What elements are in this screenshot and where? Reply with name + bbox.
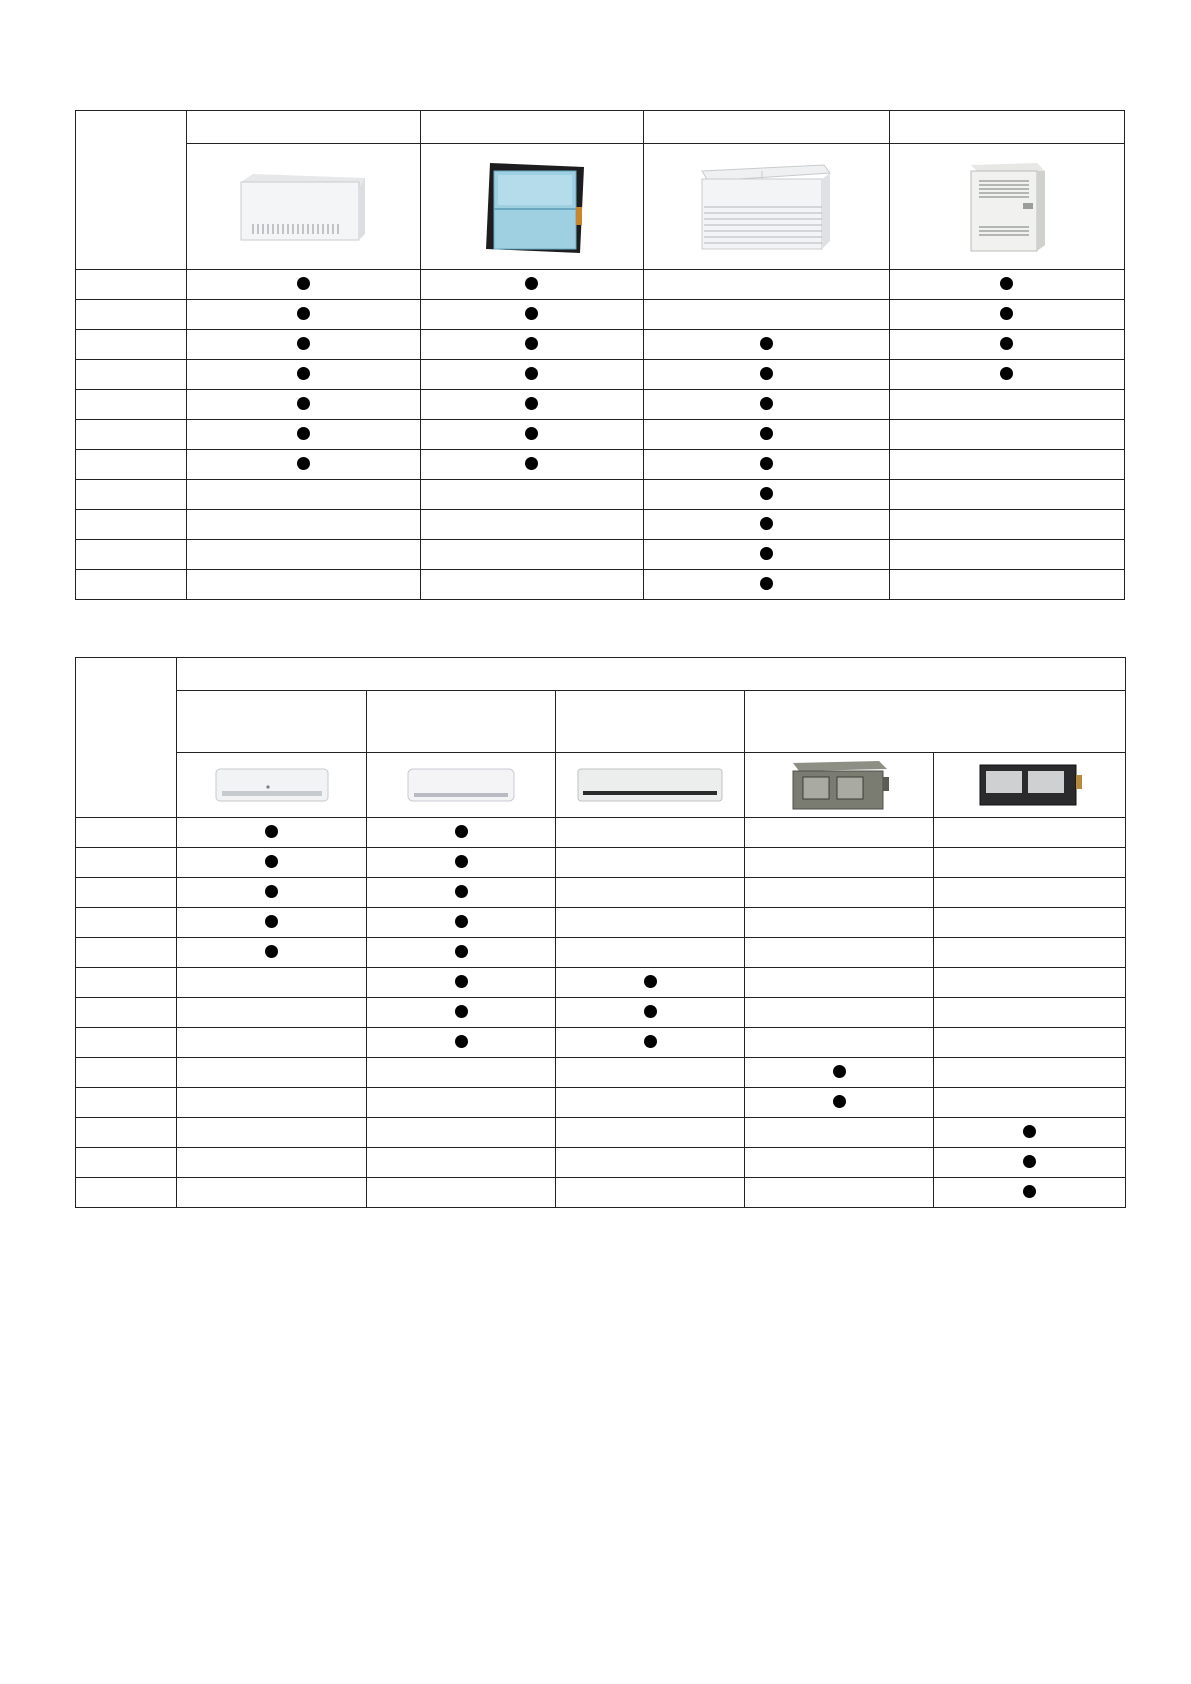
table-row — [76, 1028, 1126, 1058]
table-2-image-row — [76, 753, 1126, 818]
table-row — [76, 998, 1126, 1028]
table-2-product-name-cell — [556, 691, 745, 753]
marker-dot — [455, 1035, 468, 1048]
marker-dot — [297, 277, 310, 290]
marker-dot — [525, 277, 538, 290]
marker-dot — [455, 945, 468, 958]
row-label-cell — [76, 1118, 177, 1148]
table-row — [76, 968, 1126, 998]
table-row — [76, 450, 1125, 480]
marker-dot — [265, 825, 278, 838]
marker-dot — [760, 487, 773, 500]
marker-dot — [297, 397, 310, 410]
row-label-cell — [76, 1058, 177, 1088]
table-2-corner-cell — [76, 658, 177, 818]
ducted-unit-image-2 — [934, 753, 1126, 818]
marker-dot — [297, 367, 310, 380]
table-1-product-name-cell — [420, 111, 643, 144]
table-row — [76, 570, 1125, 600]
table-1-product-name-cell — [889, 111, 1124, 144]
marker-dot — [760, 427, 773, 440]
marker-dot — [833, 1065, 846, 1078]
marker-dot — [525, 367, 538, 380]
table-row — [76, 420, 1125, 450]
table-row — [76, 1088, 1126, 1118]
table-row — [76, 878, 1126, 908]
table-row — [76, 1178, 1126, 1208]
marker-dot — [297, 307, 310, 320]
marker-dot — [265, 945, 278, 958]
marker-dot — [455, 915, 468, 928]
concealed-ducted-unit-image — [420, 144, 643, 270]
row-label-cell — [76, 998, 177, 1028]
marker-dot — [644, 1035, 657, 1048]
table-2-group-header-row — [76, 658, 1126, 691]
table-1-image-row — [76, 144, 1125, 270]
marker-dot — [265, 855, 278, 868]
marker-dot — [455, 885, 468, 898]
marker-dot — [760, 577, 773, 590]
table-row — [76, 848, 1126, 878]
marker-dot — [644, 1005, 657, 1018]
table-row — [76, 818, 1126, 848]
table-1-product-name-cell — [643, 111, 889, 144]
marker-dot — [525, 397, 538, 410]
table-row — [76, 330, 1125, 360]
marker-dot — [265, 915, 278, 928]
row-label-cell — [76, 878, 177, 908]
table-2-product-name-cell — [745, 691, 1126, 753]
row-label-cell — [76, 1028, 177, 1058]
table-row — [76, 1148, 1126, 1178]
table-2-group-header-cell — [177, 658, 1126, 691]
wall-mounted-unit-image-2 — [367, 753, 556, 818]
marker-dot — [525, 457, 538, 470]
marker-dot — [1023, 1185, 1036, 1198]
marker-dot — [297, 337, 310, 350]
table-row — [76, 510, 1125, 540]
marker-dot — [297, 457, 310, 470]
row-label-cell — [76, 570, 187, 600]
wall-mounted-unit-image-3 — [556, 753, 745, 818]
marker-dot — [297, 427, 310, 440]
table-1-product-name-cell — [186, 111, 420, 144]
marker-dot — [455, 1005, 468, 1018]
row-label-cell — [76, 510, 187, 540]
marker-dot — [644, 975, 657, 988]
compatibility-table-1 — [75, 110, 1125, 600]
row-label-cell — [76, 270, 187, 300]
table-2-product-name-row — [76, 691, 1126, 753]
marker-dot — [760, 517, 773, 530]
marker-dot — [1023, 1125, 1036, 1138]
marker-dot — [265, 885, 278, 898]
table-row — [76, 480, 1125, 510]
table-1-header-row — [76, 111, 1125, 144]
marker-dot — [455, 975, 468, 988]
marker-dot — [760, 397, 773, 410]
table-2-product-name-cell — [177, 691, 367, 753]
compatibility-table-2 — [75, 657, 1126, 1208]
marker-dot — [833, 1095, 846, 1108]
table-row — [76, 1118, 1126, 1148]
marker-dot — [455, 855, 468, 868]
floor-ceiling-fan-coil-unit-image — [186, 144, 420, 270]
table-row — [76, 300, 1125, 330]
row-label-cell — [76, 938, 177, 968]
marker-dot — [760, 457, 773, 470]
marker-dot — [1000, 307, 1013, 320]
table-2-product-name-cell — [367, 691, 556, 753]
row-label-cell — [76, 420, 187, 450]
console-unit-image — [889, 144, 1124, 270]
row-label-cell — [76, 1148, 177, 1178]
row-label-cell — [76, 908, 177, 938]
row-label-cell — [76, 360, 187, 390]
ceiling-floor-unit-image — [643, 144, 889, 270]
row-label-cell — [76, 540, 187, 570]
table-row — [76, 360, 1125, 390]
row-label-cell — [76, 848, 177, 878]
row-label-cell — [76, 330, 187, 360]
table-row — [76, 390, 1125, 420]
row-label-cell — [76, 818, 177, 848]
row-label-cell — [76, 1088, 177, 1118]
ducted-unit-image-1 — [745, 753, 934, 818]
marker-dot — [760, 337, 773, 350]
marker-dot — [455, 825, 468, 838]
table-row — [76, 938, 1126, 968]
row-label-cell — [76, 1178, 177, 1208]
row-label-cell — [76, 450, 187, 480]
table-row — [76, 270, 1125, 300]
marker-dot — [1000, 367, 1013, 380]
marker-dot — [525, 307, 538, 320]
marker-dot — [525, 427, 538, 440]
table-row — [76, 540, 1125, 570]
marker-dot — [1023, 1155, 1036, 1168]
row-label-cell — [76, 390, 187, 420]
table-row — [76, 908, 1126, 938]
wall-mounted-unit-image-1 — [177, 753, 367, 818]
table-1-corner-cell — [76, 111, 187, 270]
row-label-cell — [76, 480, 187, 510]
row-label-cell — [76, 300, 187, 330]
marker-dot — [1000, 277, 1013, 290]
table-row — [76, 1058, 1126, 1088]
marker-dot — [760, 367, 773, 380]
row-label-cell — [76, 968, 177, 998]
marker-dot — [760, 547, 773, 560]
marker-dot — [1000, 337, 1013, 350]
marker-dot — [525, 337, 538, 350]
